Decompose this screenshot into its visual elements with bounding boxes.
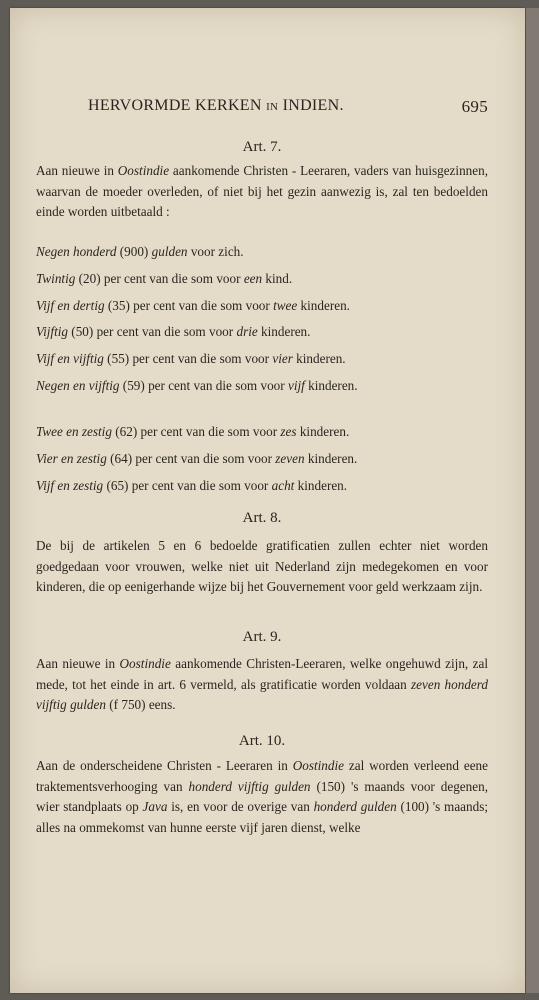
art10-heading: Art. 10. [238, 733, 286, 749]
art7-row: Vier en zestig (64) per cent van die som voor zeven kinderen. [36, 451, 358, 466]
page-number: 695 [461, 97, 488, 116]
art7-heading: Art. 7. [242, 139, 282, 155]
art10-text: Aan de onderscheidene Christen - Leeraren in Oostindie zal worden verleend eene traktementsverhooging van honderd vijftig gulden (150) 's maands voor degenen, wier standplaats op Java is, en voor de overige van honderd gulden (100) 's maands; alles na ommekomst van hunne eerste vijf jaren dienst, welke [36, 758, 489, 835]
art7-row: Vijf en zestig (65) per cent van die som voor acht kinderen. [36, 478, 348, 493]
art7-row: Negen honderd (900) gulden voor zich. [36, 244, 244, 259]
art9-heading: Art. 9. [242, 629, 282, 645]
art7-row: Vijf en vijftig (55) per cent van die som voor vier kinderen. [36, 351, 346, 366]
header-title: HERVORMDE KERKEN IN INDIEN. [88, 97, 344, 114]
art7-intro: Aan nieuwe in Oostindie aankomende Christen - Leeraren, vaders van huisgezinnen, waarvan de moeder overleden, of niet bij het gezin aanwezig is, zal ten bedoelden einde worden uitbetaald : [36, 163, 489, 219]
page-edge [526, 8, 539, 993]
art9-text: Aan nieuwe in Oostindie aankomende Christen-Leeraren, welke ongehuwd zijn, zal mede, tot het einde in art. 6 vermeld, als gratificatie worden voldaan zeven honderd vijftig gulden (f 750) eens. [36, 656, 489, 712]
art7-row: Negen en vijftig (59) per cent van die som voor vijf kinderen. [36, 378, 358, 393]
art7-row: Twee en zestig (62) per cent van die som voor zes kinderen. [36, 424, 350, 439]
art8-text: De bij de artikelen 5 en 6 bedoelde gratificatien zullen echter niet worden goedgedaan voor vrouwen, welke niet uit Nederland zijn medegekomen en voor kinderen, die op eenigerhande wijze bij het Gouvernement voor geld werkzaam zijn. [36, 538, 488, 594]
running-header [88, 97, 488, 121]
art7-row: Twintig (20) per cent van die som voor een kind. [36, 271, 293, 286]
art8-heading: Art. 8. [242, 510, 282, 526]
art7-row: Vijf en dertig (35) per cent van die som voor twee kinderen. [36, 298, 350, 313]
art7-row: Vijftig (50) per cent van die som voor drie kinderen. [36, 324, 311, 339]
